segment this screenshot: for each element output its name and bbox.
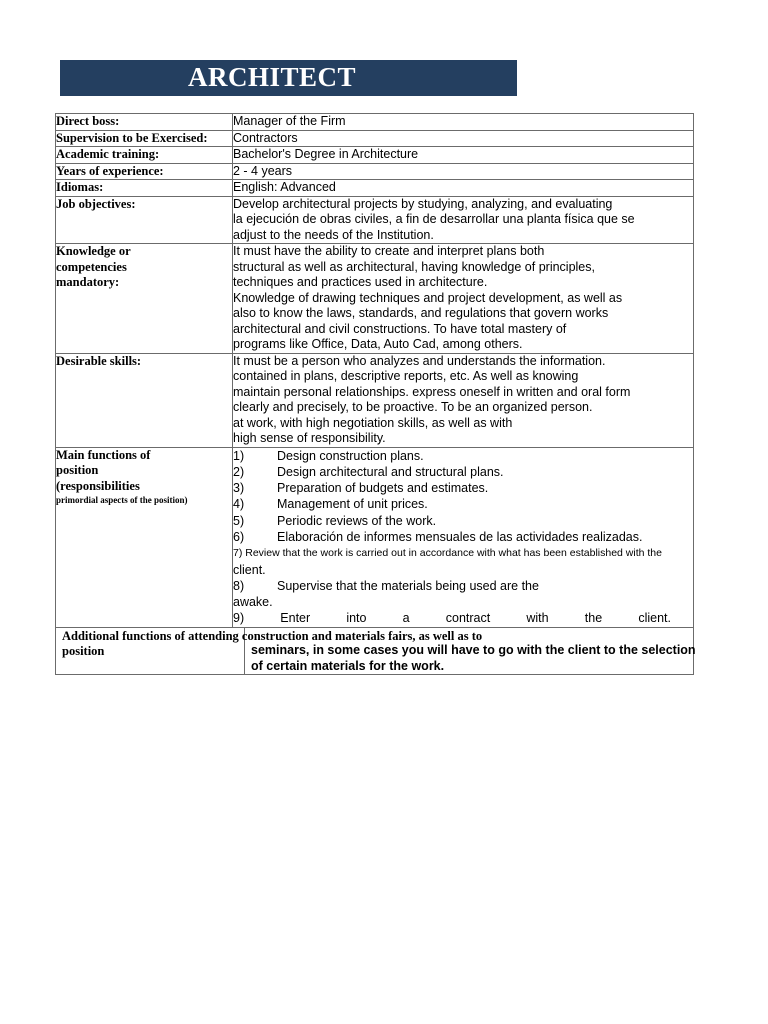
function-word: Enter <box>280 611 311 626</box>
row-idiomas <box>56 180 694 197</box>
label-job-objectives: Job objectives: <box>56 196 233 244</box>
function-item-7: 7) Review that the work is carried out in accordance with what has been established with the <box>233 547 662 560</box>
function-number: 6) <box>233 529 245 544</box>
value-direct-boss: Manager of the Firm <box>233 114 694 131</box>
row-academic-training <box>56 147 694 164</box>
row-desirable-skills <box>56 353 694 447</box>
function-word: client. <box>638 611 671 626</box>
knowledge-line: techniques and practices used in architecture. <box>233 275 488 289</box>
function-item <box>233 464 693 480</box>
job-description-table <box>55 113 694 675</box>
function-item <box>233 513 693 529</box>
label-experience: Years of experience: <box>56 163 233 180</box>
function-item <box>233 480 693 496</box>
function-word: into <box>346 611 367 626</box>
function-number: 3) <box>233 481 245 496</box>
knowledge-line: Knowledge of drawing techniques and project development, as well as <box>233 290 623 305</box>
function-item <box>233 496 693 512</box>
page-title: ARCHITECT <box>188 62 357 92</box>
main-functions-label-line: (responsibilities <box>56 478 140 493</box>
function-item-8-continuation: awake. <box>233 595 273 610</box>
desirable-line: high sense of responsibility. <box>233 431 386 445</box>
function-item-7-continuation: client. <box>233 562 266 577</box>
value-experience: 2 - 4 years <box>233 163 694 180</box>
value-academic-training: Bachelor's Degree in Architecture <box>233 147 694 164</box>
row-direct-boss <box>56 114 694 131</box>
knowledge-label-line: Knowledge or <box>56 244 131 258</box>
row-additional-functions <box>56 627 694 675</box>
value-supervision: Contractors <box>233 130 694 147</box>
label-main-functions <box>56 447 233 627</box>
label-direct-boss: Direct boss: <box>56 114 233 131</box>
knowledge-label-line: competencies <box>56 259 127 274</box>
knowledge-line: structural as well as architectural, having knowledge of principles, <box>233 259 595 274</box>
label-academic-training: Academic training: <box>56 147 233 164</box>
function-number: 1) <box>233 448 245 463</box>
function-number: 4) <box>233 497 245 512</box>
additional-label-line: position <box>62 644 105 659</box>
label-knowledge <box>56 244 233 354</box>
objectives-line: Develop architectural projects by studying, analyzing, and evaluating <box>233 196 613 211</box>
value-idiomas: English: Advanced <box>233 180 694 197</box>
row-knowledge <box>56 244 694 354</box>
row-experience <box>56 163 694 180</box>
function-text: Design construction plans. <box>277 448 424 463</box>
knowledge-line: architectural and civil constructions. To have total mastery of <box>233 321 567 336</box>
function-text: Periodic reviews of the work. <box>277 513 437 528</box>
objectives-line: la ejecución de obras civiles, a fin de desarrollar una planta física que se <box>233 212 635 226</box>
title-banner <box>60 60 517 96</box>
main-functions-label-line: position <box>56 463 99 477</box>
function-text: Management of unit prices. <box>277 497 428 512</box>
knowledge-line: It must have the ability to create and interpret plans both <box>233 244 545 258</box>
row-main-functions <box>56 447 694 627</box>
knowledge-label-line: mandatory: <box>56 275 120 289</box>
main-functions-label-line: Main functions of <box>56 447 151 462</box>
function-text: Elaboración de informes mensuales de las actividades realizadas. <box>277 529 643 544</box>
row-supervision <box>56 130 694 147</box>
function-number: 8) <box>233 578 245 593</box>
label-desirable-skills: Desirable skills: <box>56 353 233 447</box>
knowledge-line: also to know the laws, standards, and regulations that govern works <box>233 306 609 320</box>
value-job-objectives <box>233 196 694 244</box>
value-desirable-skills <box>233 353 694 447</box>
function-text: Supervise that the materials being used are the <box>277 578 539 593</box>
function-number: 5) <box>233 513 245 528</box>
value-main-functions <box>233 447 694 627</box>
desirable-line: at work, with high negotiation skills, as well as with <box>233 415 513 430</box>
function-item <box>233 448 693 464</box>
function-item <box>233 529 693 545</box>
function-item-9 <box>233 610 693 626</box>
function-word: contract <box>445 611 491 626</box>
additional-line: seminars, in some cases you will have to go with the client to the selection <box>251 643 696 658</box>
knowledge-line: programs like Office, Data, Auto Cad, among others. <box>233 337 523 351</box>
function-number: 9) <box>233 611 245 626</box>
additional-label-line: Additional functions of attending construction and materials fairs, as well as to <box>62 628 483 643</box>
function-word: with <box>526 611 549 626</box>
desirable-line: clearly and precisely, to be proactive. To be an organized person. <box>233 400 593 414</box>
row-job-objectives <box>56 196 694 244</box>
main-functions-label-small: primordial aspects of the position) <box>56 495 188 505</box>
function-text: Preparation of budgets and estimates. <box>277 481 489 496</box>
label-idiomas: Idiomas: <box>56 180 233 197</box>
function-word: the <box>584 611 603 626</box>
label-supervision: Supervision to be Exercised: <box>56 130 233 147</box>
function-item-8 <box>233 578 693 594</box>
desirable-line: maintain personal relationships. express oneself in written and oral form <box>233 384 631 399</box>
additional-line: of certain materials for the work. <box>251 658 445 673</box>
additional-functions-cell <box>56 627 694 675</box>
function-word: a <box>402 611 410 626</box>
value-knowledge <box>233 244 694 354</box>
function-number: 2) <box>233 464 245 479</box>
desirable-line: It must be a person who analyzes and understands the information. <box>233 353 606 368</box>
objectives-line: adjust to the needs of the Institution. <box>233 227 434 242</box>
function-text: Design architectural and structural plans. <box>277 464 504 479</box>
desirable-line: contained in plans, descriptive reports, etc. As well as knowing <box>233 369 579 383</box>
